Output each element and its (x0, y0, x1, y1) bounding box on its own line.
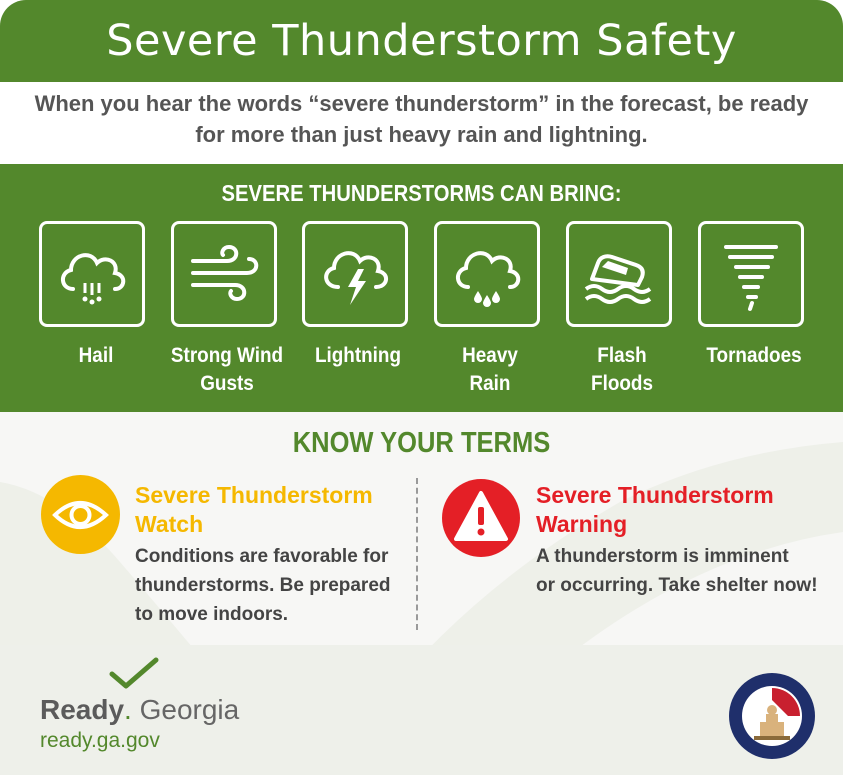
checkmark-icon (108, 656, 160, 690)
watch-title: Severe Thunderstorm Watch (135, 482, 373, 537)
title-bar (0, 0, 843, 82)
lightning-icon (314, 233, 396, 315)
tornado-tile (698, 221, 804, 327)
terms-heading: KNOW YOUR TERMS (292, 427, 551, 459)
website-link[interactable]: ready.ga.gov (40, 729, 160, 752)
hazard-label-wind: Strong Wind Gusts (170, 344, 284, 395)
intro-line-2: for more than just heavy rain and lightning. (195, 122, 648, 147)
warning-badge (442, 479, 520, 557)
rain-tile (434, 221, 540, 327)
warning-title: Severe Thunderstorm Warning (536, 482, 774, 537)
hazard-label-flood: Flash Floods (591, 344, 653, 395)
hazard-label-hail: Hail (78, 344, 114, 367)
georgia-emergency-management-seal (728, 672, 816, 760)
hazards-panel (0, 164, 843, 412)
watch-description: Conditions are favorable for thunderstorms. Be prepared to move indoors. (135, 546, 391, 625)
wind-tile (171, 221, 277, 327)
hazard-label-tornado: Tornadoes (706, 344, 802, 367)
wind-icon (183, 233, 265, 315)
hazards-heading: SEVERE THUNDERSTORMS CAN BRING: (221, 180, 622, 206)
hazard-label-lightning: Lightning (314, 344, 402, 367)
lightning-tile (302, 221, 408, 327)
warning-triangle-icon (442, 479, 520, 557)
warning-description: A thunderstorm is imminent or occurring. Take shelter now! (536, 546, 818, 596)
watch-badge (41, 475, 120, 554)
flood-icon (578, 233, 660, 315)
eye-icon (41, 475, 120, 554)
hail-tile (39, 221, 145, 327)
tornado-icon (710, 233, 792, 315)
brand-georgia: Georgia (139, 694, 240, 725)
hail-icon (51, 233, 133, 315)
hazard-label-rain: Heavy Rain (462, 344, 518, 395)
page-title: Severe Thunderstorm Safety (106, 16, 737, 66)
intro-text (20, 88, 823, 150)
intro-line-1: When you hear the words “severe thunderstorm” in the forecast, be ready (34, 91, 809, 116)
rain-icon (446, 233, 528, 315)
ready-georgia-logo: Ready. Georgia (40, 694, 240, 725)
flood-tile (566, 221, 672, 327)
terms-divider (416, 478, 418, 630)
brand-ready: Ready (40, 694, 125, 725)
